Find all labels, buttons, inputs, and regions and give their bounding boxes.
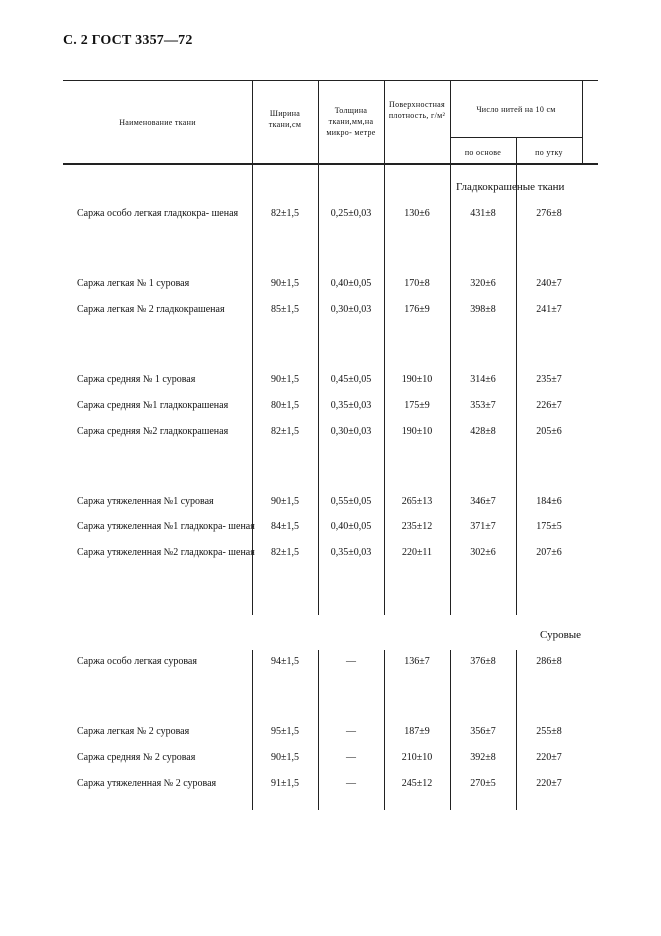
density-value: 220±11: [401, 547, 433, 558]
width-value: 80±1,5: [271, 400, 299, 411]
col-divider-6: [582, 80, 583, 163]
warp-value: 376±8: [470, 656, 496, 667]
fabric-name: Саржа утяжеленная №1 гладкокра- шеная: [77, 521, 255, 532]
col-header-threads: Число нитей на 10 см: [476, 105, 556, 114]
fabric-name: Саржа легкая № 2 суровая: [77, 726, 190, 737]
fabric-name: Саржа средняя № 2 суровая: [77, 752, 196, 763]
weft-value: 207±6: [536, 547, 562, 558]
weft-value: 205±6: [536, 426, 562, 437]
table-header-bottom-rule: [63, 163, 598, 165]
thickness-value: —: [346, 656, 356, 667]
section-title-dyed: Гладкокрашеные ткани: [456, 181, 565, 193]
weft-value: 220±7: [536, 778, 562, 789]
thickness-value: 0,45±0,05: [330, 374, 372, 385]
density-value: 176±9: [404, 304, 430, 315]
col-divider-2: [318, 80, 319, 615]
section-title-raw: Суровые: [540, 629, 582, 641]
weft-value: 255±8: [536, 726, 562, 737]
thickness-value: 0,35±0,03: [330, 400, 372, 411]
fabric-name: Саржа средняя № 1 суровая: [77, 374, 196, 385]
density-value: 245±12: [401, 778, 433, 789]
warp-value: 392±8: [470, 752, 496, 763]
density-value: 190±10: [401, 374, 433, 385]
weft-value: 286±8: [536, 656, 562, 667]
density-value: 210±10: [401, 752, 433, 763]
width-value: 91±1,5: [271, 778, 299, 789]
col-header-weft: по утку: [535, 148, 563, 157]
width-value: 94±1,5: [271, 656, 299, 667]
fabric-name: Саржа легкая № 2 гладкокрашеная: [77, 304, 225, 315]
warp-value: 431±8: [470, 208, 496, 219]
thickness-value: 0,40±0,05: [330, 521, 372, 532]
width-value: 82±1,5: [271, 426, 299, 437]
fabric-name: Саржа особо легкая суровая: [77, 656, 197, 667]
col-divider-3: [384, 80, 385, 615]
width-value: 90±1,5: [271, 496, 299, 507]
warp-value: 346±7: [470, 496, 496, 507]
width-value: 95±1,5: [271, 726, 299, 737]
col-header-density-label: Поверхностная плотность, г/м²: [388, 100, 446, 120]
warp-value: 270±5: [470, 778, 496, 789]
fabric-name: Саржа утяжеленная № 2 суровая: [77, 778, 217, 789]
col-header-warp: по основе: [464, 148, 502, 157]
density-value: 235±12: [401, 521, 433, 532]
thickness-value: 0,25±0,03: [330, 208, 372, 219]
warp-value: 371±7: [470, 521, 496, 532]
warp-value: 353±7: [470, 400, 496, 411]
thickness-value: 0,30±0,03: [330, 426, 372, 437]
weft-value: 184±6: [536, 496, 562, 507]
width-value: 90±1,5: [271, 752, 299, 763]
width-value: 84±1,5: [271, 521, 299, 532]
weft-value: 175±5: [536, 521, 562, 532]
density-value: 265±13: [401, 496, 433, 507]
thickness-value: 0,30±0,03: [330, 304, 372, 315]
fabric-name: Саржа средняя №1 гладкокрашеная: [77, 400, 229, 411]
width-value: 82±1,5: [271, 208, 299, 219]
width-value: 90±1,5: [271, 374, 299, 385]
col-divider-1: [252, 80, 253, 615]
warp-value: 356±7: [470, 726, 496, 737]
thickness-value: 0,40±0,05: [330, 278, 372, 289]
col-divider-4: [450, 80, 451, 615]
page-header: С. 2 ГОСТ 3357—72: [63, 33, 193, 48]
width-value: 85±1,5: [271, 304, 299, 315]
table-top-rule: [63, 80, 598, 81]
density-value: 175±9: [404, 400, 430, 411]
density-value: 136±7: [404, 656, 430, 667]
fabric-name: Саржа средняя №2 гладкокрашеная: [77, 426, 229, 437]
fabric-name: Саржа особо легкая гладкокра- шеная: [77, 208, 239, 219]
weft-value: 240±7: [536, 278, 562, 289]
col-header-width: Ширина ткани,см: [268, 109, 302, 129]
thickness-value: —: [346, 726, 356, 737]
fabric-name: Саржа утяжеленная №1 суровая: [77, 496, 214, 507]
thickness-value: —: [346, 752, 356, 763]
col-header-name: Наименование ткани: [119, 118, 196, 127]
weft-value: 235±7: [536, 374, 562, 385]
warp-value: 302±6: [470, 547, 496, 558]
warp-value: 428±8: [470, 426, 496, 437]
thickness-value: —: [346, 778, 356, 789]
density-value: 187±9: [404, 726, 430, 737]
weft-value: 276±8: [536, 208, 562, 219]
density-value: 130±6: [404, 208, 430, 219]
thickness-value: 0,35±0,03: [330, 547, 372, 558]
fabric-name: Саржа легкая № 1 суровая: [77, 278, 190, 289]
width-value: 90±1,5: [271, 278, 299, 289]
warp-value: 320±6: [470, 278, 496, 289]
fabric-name: Саржа утяжеленная №2 гладкокра- шеная: [77, 547, 255, 558]
density-value: 170±8: [404, 278, 430, 289]
weft-value: 241±7: [536, 304, 562, 315]
density-value: 190±10: [401, 426, 433, 437]
thickness-value: 0,55±0,05: [330, 496, 372, 507]
col-header-density: [384, 99, 450, 121]
warp-value: 314±6: [470, 374, 496, 385]
weft-value: 226±7: [536, 400, 562, 411]
width-value: 82±1,5: [271, 547, 299, 558]
col-header-thickness: Толщина ткани,мм,на микро- метре: [326, 106, 376, 137]
warp-value: 398±8: [470, 304, 496, 315]
weft-value: 220±7: [536, 752, 562, 763]
